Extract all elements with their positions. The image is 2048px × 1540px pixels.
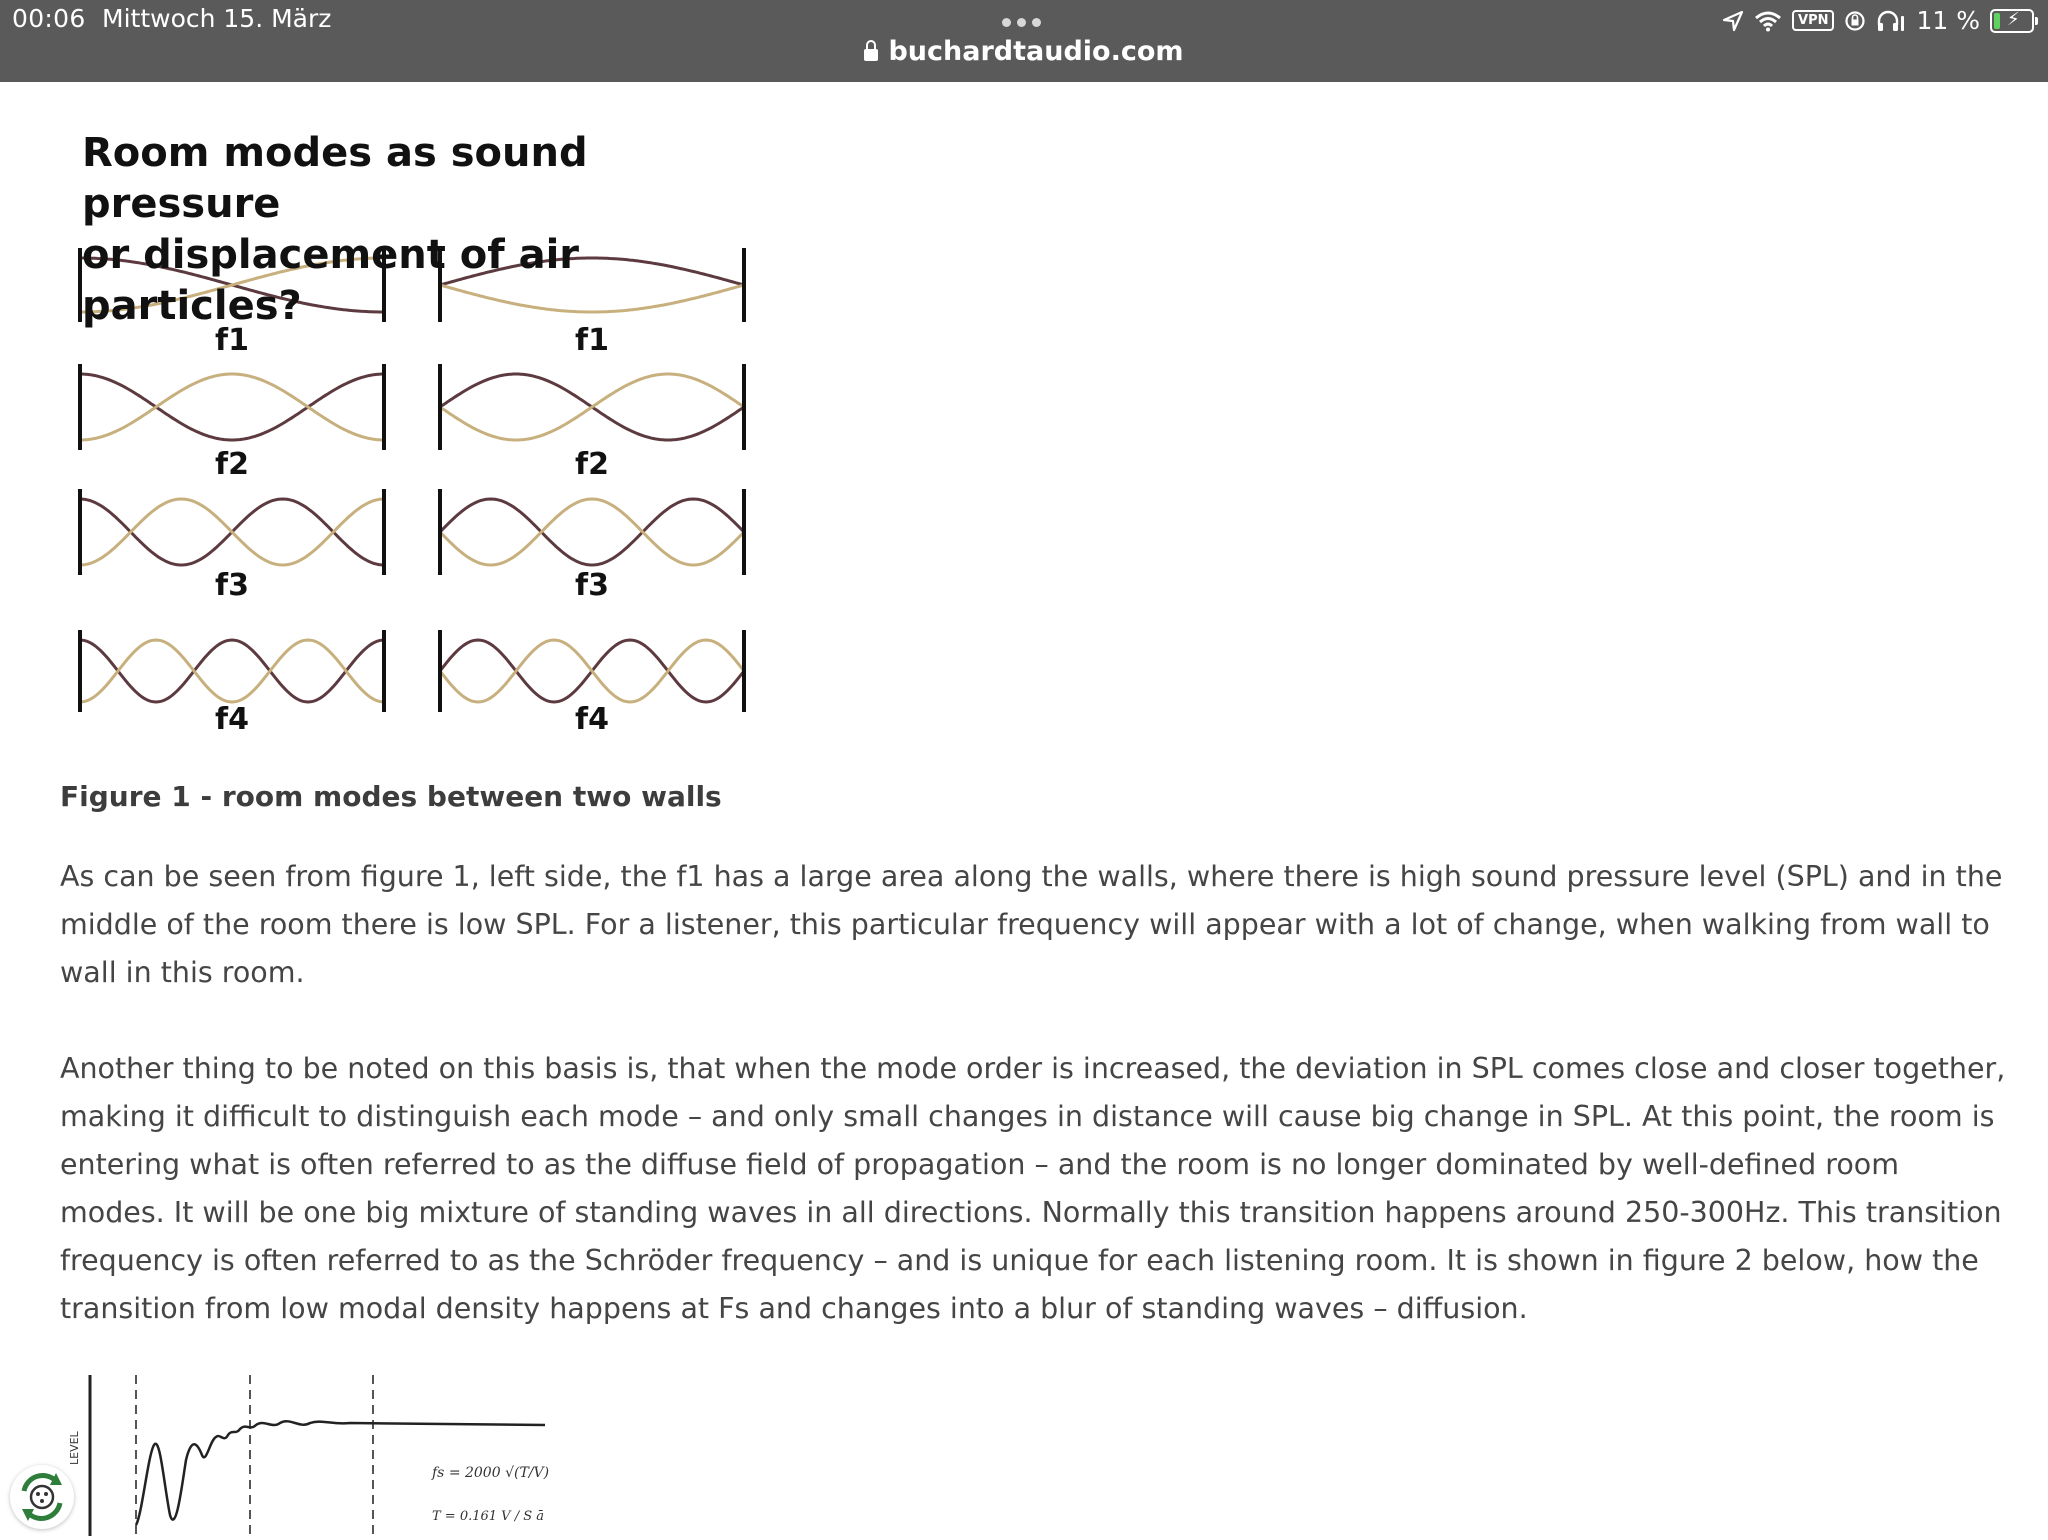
figure-1-title-line-1: Room modes as sound pressure [82,130,588,227]
url-bar[interactable] [0,36,2048,67]
location-icon [1722,10,1744,32]
figure-1-room-modes-image [72,128,762,738]
headphones-icon [1876,10,1906,32]
vpn-icon: VPN [1792,10,1834,31]
status-time: 00:06 [12,4,86,33]
figure-1-caption: Figure 1 - room modes between two walls [60,780,722,813]
wave-curve-light [440,374,744,440]
schroder-frequency-graph [60,1365,580,1536]
reverberation-formula: T = 0.161 V / S ā [432,1509,544,1524]
lock-icon [864,49,878,61]
wifi-icon [1754,10,1782,32]
mode-label-left-4: f4 [215,702,249,737]
wave-curve-light [440,499,744,565]
url-domain: buchardtaudio.com [888,36,1184,67]
graph-ylabel: LEVEL [68,1431,81,1465]
mode-label-left-3: f3 [215,568,249,603]
reader-recycle-icon [10,1465,74,1529]
battery-icon: ⚡ [1990,9,2034,33]
mode-label-right-2: f2 [575,447,609,482]
status-and-url-bar [0,0,2048,82]
figure-2-schroder-image [60,1365,580,1536]
wave-curve-light [80,499,384,565]
figure-1-title-line-2: or displacement of air particles? [82,232,580,329]
status-date: Mittwoch 15. März [102,4,332,33]
wave-curve-light [80,640,384,702]
floating-reader-button[interactable] [10,1465,74,1529]
wave-curve-light [80,374,384,440]
wave-curve-dark [80,640,384,702]
more-options-icon[interactable] [1002,18,1041,27]
status-indicators [1722,6,2034,35]
battery-percentage: 11 % [1916,6,1980,35]
mode-label-left-2: f2 [215,447,249,482]
figure-1-image-title [82,128,762,332]
mode-label-right-1: f1 [575,323,609,358]
wave-curve-light [440,640,744,702]
mode-label-left-1: f1 [215,323,249,358]
schroder-formula: fs = 2000 √(T/V) [432,1465,550,1481]
mode-label-right-4: f4 [575,702,609,737]
mode-label-right-3: f3 [575,568,609,603]
screen-lock-icon [1844,10,1866,32]
article-paragraph-2: Another thing to be noted on this basis is, that when the mode order is increased, the deviation in SPL comes close and closer together, making it difficult to distinguish each mode – and only small changes in distance will cause big change in SPL. At this point, the room is entering what is often referred to as the diffuse field of propagation – and the room is no longer dominated by well-defined room modes. It will be one big mixture of standing waves in all directions. Normally this transition happens around 250-300Hz. This transition frequency is often referred to as the Schröder frequency – and is unique for each listening room. It is shown in figure 2 below, how the transition from low modal density happens at Fs and changes into a blur of standing waves – diffusion. [60,1052,2006,1325]
article-paragraph-1: As can be seen from figure 1, left side, the f1 has a large area along the walls, where there is high sound pressure level (SPL) and in the middle of the room there is low SPL. For a listener, this particular frequency will appear with a lot of change, when walking from wall to wall in this room. [60,860,2003,989]
wave-curve-dark [80,374,384,440]
wave-curve-dark [440,499,744,565]
